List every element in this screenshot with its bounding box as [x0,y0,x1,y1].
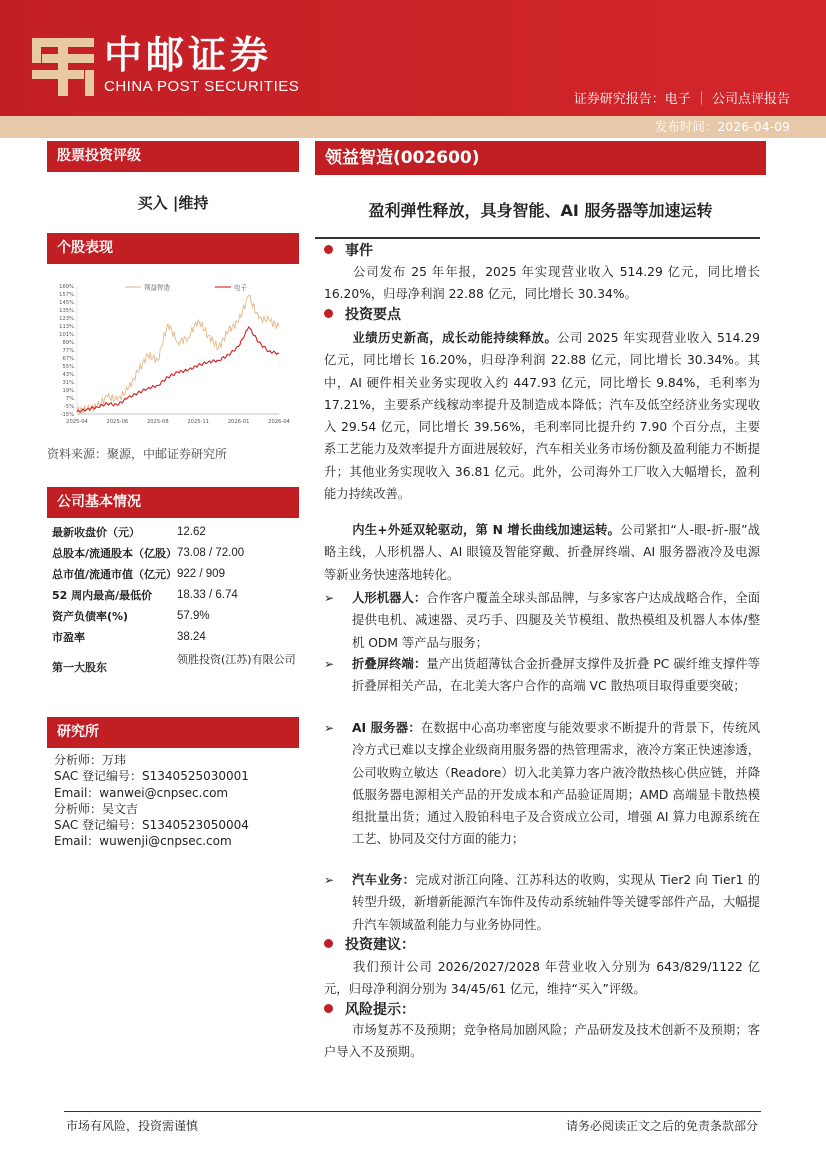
x-tick-label: 2026-01 [227,419,250,425]
legend-label: 领益智造 [144,283,170,292]
event-paragraph [324,261,760,306]
basic-info-row [52,564,297,585]
y-tick-label: 113% [59,324,74,330]
basic-info-row [52,648,297,677]
basic-info-table [52,522,297,677]
point-paragraph-2 [324,519,760,586]
analyst-name: 分析师：万玮 [54,753,127,767]
analyst-sac: SAC 登记编号：S1340523050004 [54,818,249,833]
x-tick-label: 2025-08 [146,419,169,425]
headline-divider [315,237,760,239]
y-tick-label: 43% [62,372,74,378]
bullet-dot-icon [324,309,333,318]
arrow-bullet-icon: ➢ [324,657,335,671]
bullet-dot-icon [324,1004,333,1013]
x-tick-label: 2026-04 [268,419,290,425]
stock-performance-chart [47,274,299,432]
info-label: 第一大股东 [52,661,107,674]
footer-divider [64,1111,761,1112]
info-label: 市盈率 [52,631,85,644]
arrow-bullet-icon: ➢ [324,873,335,887]
info-value: 73.08 / 72.00 [177,547,245,559]
y-tick-label: 89% [62,340,74,346]
china-post-logo-icon [28,30,98,100]
bullet-dot-icon [324,245,333,254]
performance-chart-svg [47,274,299,432]
basic-info-row [52,585,297,606]
bullet-ai-server: ➢ AI 服务器：在数据中心高功率密度与能效要求不断提升的背景下，传统风冷方式已难以支撑企业级商用服务器的热管理需求，液冷方案正快速渗透，公司收购立敏达（Readore）切入北美算力客户液冷散热核心供应链，并降低服务器电源相关产品的开发成本和产品验证周期；AMD 高端显卡散热模组批量出货；通过入股铂科电子及合资成立公司，增强 AI 算力电源系统在工艺、协同及交付方面的能力； [324,717,760,851]
analyst-name: 分析师：吴文吉 [54,801,139,816]
basic-info-row [52,522,297,543]
point-paragraph-1 [324,327,760,505]
publish-date: 发布时间：2026-04-09 [654,119,790,134]
event-section-title: 事件 [324,242,373,260]
series-line-electronics [77,327,279,412]
info-value: 领胜投资(江苏)有限公司 [177,653,296,666]
y-tick-label: 169% [59,284,74,290]
x-tick-label: 2025-06 [106,419,129,425]
legend-label: 电子 [234,283,247,292]
report-header [0,0,826,140]
y-tick-label: 135% [59,308,74,314]
analyst-email[interactable]: Email：wanwei@cnpsec.com [54,785,229,800]
info-label: 52 周内最高/最低价 [52,589,153,602]
report-headline: 盈利弹性释放，具身智能、AI 服务器等加速运转 [368,201,713,220]
advice-paragraph [324,956,760,1001]
analyst-info [54,752,249,850]
info-value: 18.33 / 6.74 [177,589,238,601]
point-1-lead: 业绩历史新高，成长动能持续释放。 [352,331,558,345]
brand-name-en: CHINA POST SECURITIES [104,78,300,95]
y-tick-label: 145% [59,300,74,306]
y-tick-label: 55% [62,364,74,370]
bullet-auto: ➢ 汽车业务：完成对浙江向隆、江苏科达的收购，实现从 Tier2 向 Tier1 的转型升级，新增新能源汽车饰件及传动系统轴件等关键零部件产品，大幅提升汽车领域盈利能力与业务协同性。 [324,869,760,936]
y-tick-label: 101% [59,332,74,338]
y-tick-label: 7% [65,396,74,402]
series-line-lingyi [77,295,279,414]
info-value: 38.24 [177,631,206,643]
stock-rating: 买入 |维持 [137,194,209,212]
info-label: 资产负债率(%) [52,610,129,623]
info-label: 最新收盘价（元） [52,526,140,539]
point-2-lead: 内生+外延双轮驱动，第 N 增长曲线加速运转。 [352,523,621,537]
research-section-title: 研究所 [47,717,299,748]
x-tick-label: 2025-11 [187,419,210,425]
y-tick-label: -5% [63,404,74,410]
rating-section-title: 股票投资评级 [47,141,299,172]
y-tick-label: 67% [62,356,74,362]
bullet-robot: ➢ 人形机器人：合作客户覆盖全球头部品牌，与多家客户达成战略合作，全面提供电机、减速器、灵巧手、四腿及关节模组、散热模组及机器人本体/整机 ODM 等产品与服务； [324,587,760,654]
advice-section-title: 投资建议： [324,936,415,954]
company-title: 领益智造(002600) [315,141,766,175]
info-label: 总股本/流通股本（亿股） [52,547,178,560]
point-2-text: 公司紧扣“人-眼-折-服”战略主线，人形机器人、AI 眼镜及智能穿戴、折叠屏终端、AI 服务器液冷及电源等新业务快速落地转化。 [324,523,760,582]
footer-disclaimer-note: 请务必阅读正文之后的免责条款部分 [565,1119,758,1133]
performance-section-title: 个股表现 [47,233,299,264]
basic-info-row [52,627,297,648]
y-tick-label: 19% [62,388,74,394]
y-tick-label: 31% [62,380,74,386]
risk-paragraph [324,1019,760,1064]
basic-info-section-title: 公司基本情况 [47,487,299,518]
analyst-email[interactable]: Email：wuwenji@cnpsec.com [54,834,232,849]
info-value: 922 / 909 [177,568,225,580]
risk-section-title: 风险提示： [324,1001,415,1019]
info-label: 总市值/流通市值（亿元） [52,568,178,581]
basic-info-row [52,606,297,627]
x-tick-label: 2025-04 [66,419,88,425]
y-tick-label: -15% [60,412,74,418]
info-value: 57.9% [177,610,210,622]
points-section-title: 投资要点 [324,306,401,324]
report-type: 证券研究报告：电子 ｜ 公司点评报告 [573,92,790,107]
analyst-sac: SAC 登记编号：S1340525030001 [54,769,249,784]
risk-text: 市场复苏不及预期；竞争格局加剧风险；产品研发及技术创新不及预期；客户导入不及预期。 [324,1023,760,1060]
footer-risk-note: 市场有风险，投资需谨慎 [66,1119,199,1133]
advice-text: 我们预计公司 2026/2027/2028 年营业收入分别为 643/829/1122 亿元，归母净利润分别为 34/45/61 亿元，维持“买入”评级。 [324,960,760,997]
brand-name-cn: 中邮证券 [104,33,273,77]
y-tick-label: 157% [59,292,74,298]
arrow-bullet-icon: ➢ [324,591,335,605]
basic-info-row [52,543,297,564]
chart-source: 资料来源：聚源，中邮证券研究所 [47,447,228,461]
y-tick-label: 123% [59,316,74,322]
y-tick-label: 77% [62,348,74,354]
arrow-bullet-icon: ➢ [324,721,335,735]
event-text: 公司发布 25 年年报，2025 年实现营业收入 514.29 亿元，同比增长 16.20%，归母净利润 22.88 亿元，同比增长 30.34%。 [324,265,760,302]
bullet-foldable: ➢ 折叠屏终端：量产出货超薄钛合金折叠屏支撑件及折叠 PC 碳纤维支撑件等折叠屏相关产品，在北美大客户合作的高端 VC 散热项目取得重要突破； [324,653,760,698]
bullet-dot-icon [324,939,333,948]
info-value: 12.62 [177,526,206,538]
point-1-text: 公司 2025 年实现营业收入 514.29 亿元，同比增长 16.20%，归母净利润 22.88 亿元，同比增长 30.34%。其中，AI 硬件相关业务实现收入约 447.93 亿元，同比增长 9.84%，毛利率为 17.21%，主要系产线稼动率提升及制造成本降低；汽车及低空经济业务实现收入 29.54 亿元，同比增长 39.56%，毛利率同比提升约 7.90 个百分点，主要系工艺能力及效率提升方面进展较好，汽车相关业务市场份额及盈利能力不断提升；其他业务实现收入 36.81 亿元。此外，公司海外工厂收入大幅增长，盈利能力持续改善。 [324,331,760,502]
